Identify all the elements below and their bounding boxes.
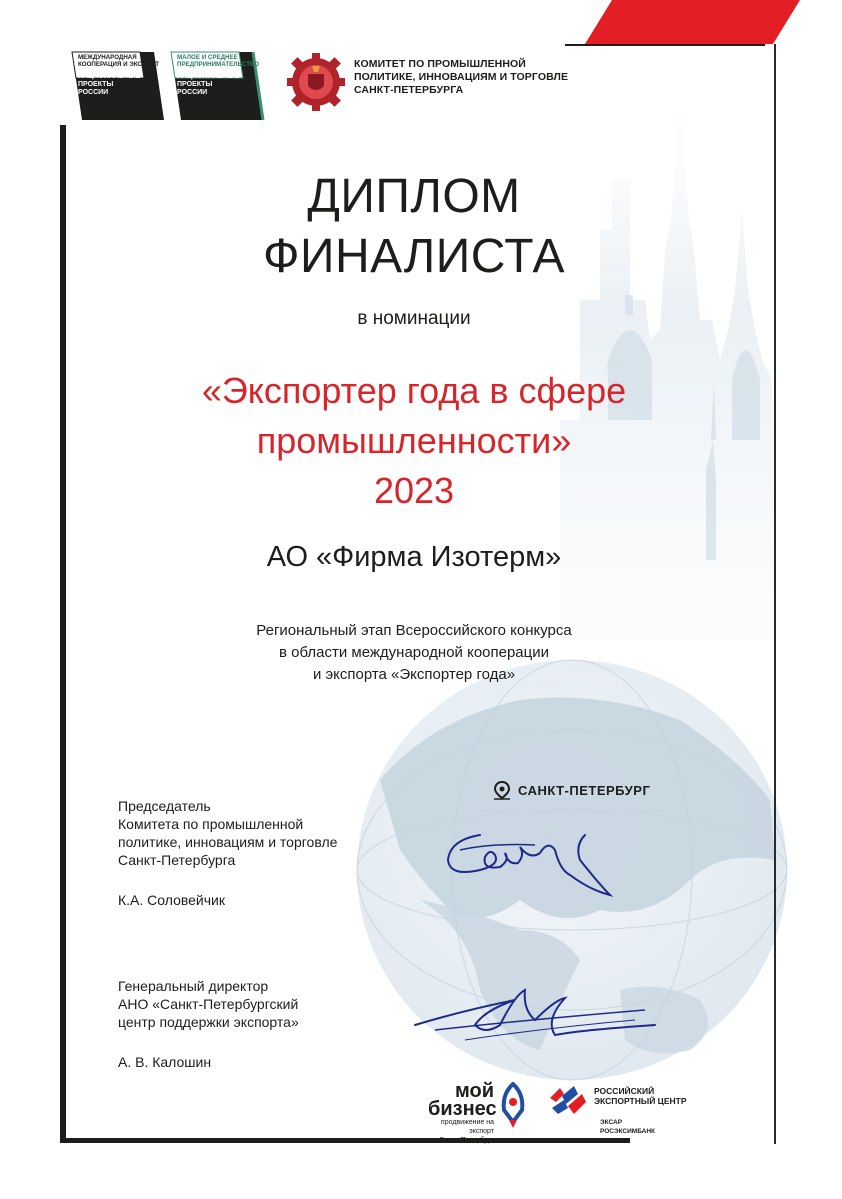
diploma-title-line-1: ДИПЛОМ bbox=[307, 170, 521, 223]
nomination-year: 2023 bbox=[373, 470, 455, 511]
signature-1 bbox=[440, 815, 620, 905]
signer-1-position bbox=[118, 797, 337, 869]
np2-small-line-2: ПРЕДПРИНИМАТЕЛЬСТВО bbox=[177, 61, 260, 68]
national-projects-logo-sme bbox=[169, 48, 265, 122]
red-corner-accent bbox=[585, 0, 800, 44]
rec-line-2: ЭКСПОРТНЫЙ ЦЕНТР bbox=[594, 1096, 687, 1106]
national-projects-logo-cooperation bbox=[70, 48, 166, 122]
np1-big-line-3: РОССИИ bbox=[78, 89, 109, 96]
committee-line-1: КОМИТЕТ ПО ПРОМЫШЛЕННОЙ bbox=[354, 58, 526, 70]
moy-biznes-line-1: мой bbox=[454, 1080, 494, 1102]
frame-top-line bbox=[565, 44, 765, 46]
rec-line-4: РОСЭКСИМБАНК bbox=[600, 1128, 655, 1135]
signer-1-line-1: Председатель bbox=[118, 798, 211, 814]
np2-big-line-1: НАЦИОНАЛЬНЫЕ bbox=[177, 73, 240, 80]
np2-big-line-3: РОССИИ bbox=[177, 89, 208, 96]
nomination-line-2: промышленности» bbox=[256, 420, 572, 461]
signer-1-line-4: Санкт-Петербурга bbox=[118, 852, 236, 868]
nomination-line-1: «Экспортер года в сфере bbox=[201, 370, 627, 411]
moy-biznes-line-2: бизнес bbox=[428, 1098, 497, 1120]
committee-line-2: ПОЛИТИКЕ, ИННОВАЦИЯМ И ТОРГОВЛЕ bbox=[354, 71, 569, 83]
signer-1-line-3: политике, инновациям и торговле bbox=[118, 834, 338, 850]
city-label: САНКТ-ПЕТЕРБУРГ bbox=[518, 783, 651, 798]
signer-1-line-2: Комитета по промышленной bbox=[118, 816, 304, 832]
np2-big-line-2: ПРОЕКТЫ bbox=[177, 81, 213, 88]
np1-big-line-2: ПРОЕКТЫ bbox=[78, 81, 114, 88]
signer-2-line-2: АНО «Санкт-Петербургский bbox=[118, 996, 299, 1012]
diploma-title-line-2: ФИНАЛИСТА bbox=[262, 230, 566, 283]
signer-2-position bbox=[118, 977, 299, 1031]
rocket-icon bbox=[500, 1082, 526, 1130]
location-pin-icon bbox=[492, 781, 512, 801]
frame-bottom-line bbox=[60, 1138, 630, 1143]
nomination-block bbox=[0, 366, 828, 516]
moy-biznes-line-4: Санкт-Петербург bbox=[439, 1137, 494, 1144]
stage-line-3: и экспорта «Экспортер года» bbox=[312, 666, 516, 683]
signer-2-line-1: Генеральный директор bbox=[118, 978, 269, 994]
np1-small-line-1: МЕЖДУНАРОДНАЯ bbox=[78, 54, 137, 61]
stage-line-2: в области международной кооперации bbox=[279, 644, 549, 661]
np1-big-line-1: НАЦИОНАЛЬНЫЕ bbox=[78, 73, 141, 80]
signature-2 bbox=[405, 980, 665, 1060]
moy-biznes-logo bbox=[428, 1082, 540, 1145]
committee-line-3: САНКТ-ПЕТЕРБУРГА bbox=[354, 84, 464, 96]
nomination-label: в номинации bbox=[357, 308, 471, 329]
moy-biznes-line-3: продвижение на экспорт bbox=[440, 1119, 494, 1135]
stage-line-1: Региональный этап Всероссийского конкурса bbox=[256, 622, 572, 639]
signer-2-line-3: центр поддержки экспорта» bbox=[118, 1014, 299, 1030]
contest-stage bbox=[0, 620, 828, 686]
rec-emblem-icon bbox=[548, 1084, 590, 1118]
committee-gear-emblem-icon bbox=[286, 52, 346, 112]
rec-line-1: РОССИЙСКИЙ bbox=[594, 1086, 655, 1096]
committee-name bbox=[354, 58, 584, 97]
np2-small-line-1: МАЛОЕ И СРЕДНЕЕ bbox=[177, 54, 238, 61]
rec-line-3: ЭКСАР bbox=[600, 1119, 623, 1126]
np1-small-line-2: КООПЕРАЦИЯ И ЭКСПОРТ bbox=[78, 61, 159, 68]
signer-1-name: К.А. Соловейчик bbox=[118, 892, 225, 908]
signer-2-name: А. В. Калошин bbox=[118, 1054, 212, 1070]
company-name: АО «Фирма Изотерм» bbox=[266, 541, 562, 573]
